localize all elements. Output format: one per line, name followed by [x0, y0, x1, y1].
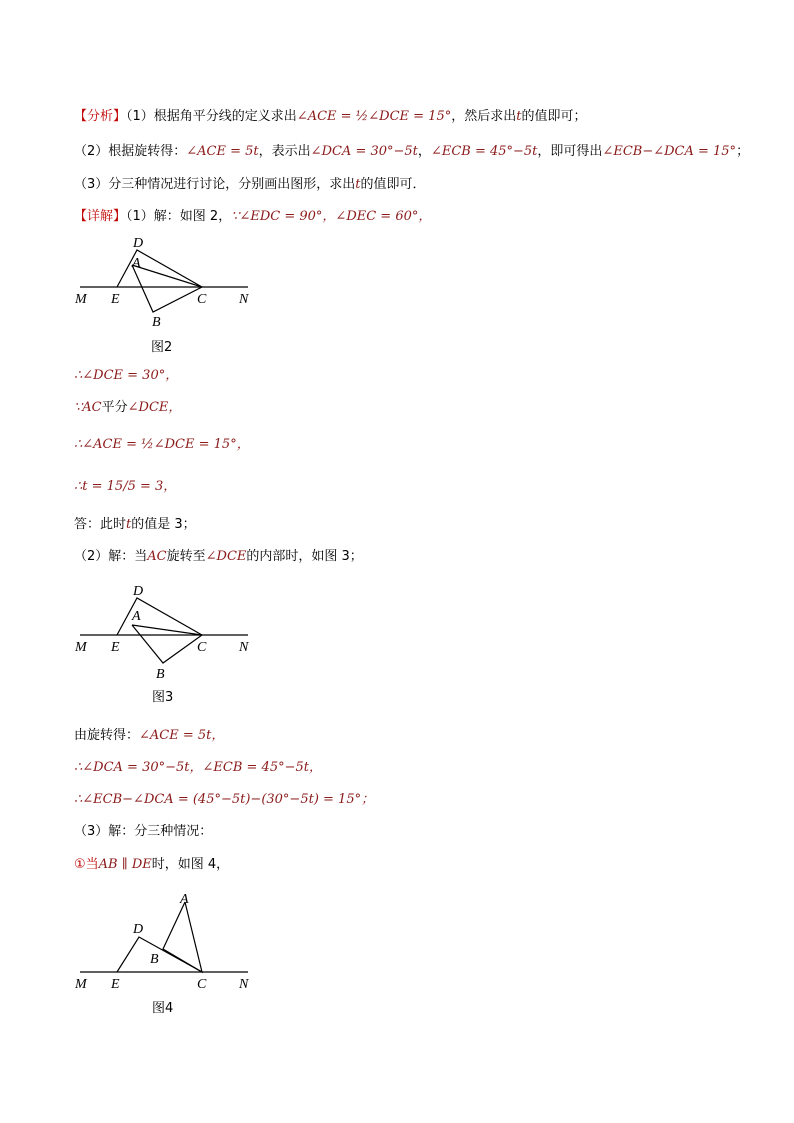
line-diff: [74, 791, 374, 809]
analysis-line-3: [74, 176, 426, 194]
line-ace: [74, 436, 250, 454]
label-e: E: [111, 292, 120, 307]
line-dca: [74, 759, 322, 777]
label-a: A: [180, 892, 189, 907]
triangle-acb: [132, 625, 202, 663]
label-e: E: [111, 977, 120, 992]
label-n: N: [239, 640, 249, 655]
text: （3）分三种情况进行讨论，分别画出图形，求出: [74, 177, 356, 192]
label-m: M: [75, 640, 87, 655]
text: （1）解：如图 2，: [126, 209, 232, 224]
label-m: M: [75, 292, 87, 307]
label-n: N: [239, 977, 249, 992]
label-d: D: [133, 584, 144, 599]
math: ∠DCE，: [127, 400, 182, 415]
text: 时，如图 4，: [151, 857, 230, 872]
triangle-acb: [132, 265, 202, 312]
detail-line-1: [74, 208, 431, 226]
math: ∴∠ECB−∠DCA = (45°−5t)−(30°−5t) = 15°；: [74, 792, 375, 807]
math: AC: [147, 549, 167, 564]
label-c: C: [197, 977, 207, 992]
line-t-value: [74, 478, 176, 496]
text: ，即可得出: [537, 144, 603, 159]
line-answer: [74, 516, 196, 534]
math: AB ∥ DE: [98, 857, 152, 872]
math: t: [126, 517, 132, 532]
label-n: N: [239, 292, 249, 307]
figure-2-caption: 图2: [151, 340, 173, 355]
line-dce: [74, 367, 178, 385]
label-c: C: [197, 640, 207, 655]
label-c: C: [197, 292, 207, 307]
math: ∵∠EDC = 90°，∠DEC = 60°，: [231, 209, 432, 224]
math: t: [516, 109, 522, 124]
math: ∴t = 15/5 = 3，: [74, 479, 177, 494]
figure-3-caption: 图3: [152, 690, 174, 705]
detail-tag: 【详解】: [74, 209, 127, 224]
figure-3: [70, 578, 270, 683]
math: ∠DCA = 30°−5t: [310, 144, 418, 159]
label-b: B: [152, 315, 161, 330]
label-b: B: [150, 952, 159, 967]
triangle-dec: [117, 250, 202, 287]
label-a: A: [132, 256, 141, 271]
line-part-3: [74, 823, 212, 841]
text: ，然后求出: [451, 109, 517, 124]
math: ∠ACE = 5t: [186, 144, 259, 159]
label-d: D: [133, 922, 144, 937]
text: （3）解：分三种情况：: [74, 824, 213, 839]
line-part-2: [74, 548, 363, 566]
text: 的值即可．: [360, 177, 426, 192]
text: （1）根据角平分线的定义求出: [126, 109, 297, 124]
line-rotation: [74, 727, 224, 745]
text: （2）解：当: [74, 549, 148, 564]
math: ∠ECB−∠DCA = 15°: [602, 144, 737, 159]
text: 的内部时，如图 3；: [246, 549, 363, 564]
math: ∠ECB = 45°−5t: [430, 144, 538, 159]
analysis-line-1: [74, 108, 587, 126]
math: ∴∠DCE = 30°，: [74, 368, 179, 383]
text: ，: [417, 144, 431, 159]
text: （2）根据旋转得：: [74, 144, 187, 159]
label-b: B: [156, 667, 165, 682]
text: ；: [736, 144, 750, 159]
line-case-1: [74, 856, 229, 874]
text: ，表示出: [258, 144, 311, 159]
math: ∴∠ACE = ½∠DCE = 15°，: [74, 437, 250, 452]
figure-4: [70, 885, 270, 995]
text: 平分: [101, 400, 128, 415]
analysis-line-2: [74, 143, 749, 161]
label-d: D: [133, 236, 144, 251]
text: ①当: [74, 857, 99, 872]
figure-2: [70, 230, 270, 335]
math: ∠DCE: [205, 549, 247, 564]
figure-4-caption: 图4: [152, 1001, 174, 1016]
text: 旋转至: [166, 549, 206, 564]
math: ∴∠DCA = 30°−5t，∠ECB = 45°−5t，: [74, 760, 322, 775]
text: 由旋转得：: [74, 728, 140, 743]
math: ∠ACE = 5t，: [139, 728, 225, 743]
math: ∵AC: [74, 400, 102, 415]
text: 的值即可；: [521, 109, 587, 124]
math: t: [355, 177, 361, 192]
triangle-dec: [117, 937, 202, 972]
math: ∠ACE = ½∠DCE = 15°: [296, 109, 452, 124]
label-a: A: [132, 609, 141, 624]
text: 答：此时: [74, 517, 127, 532]
line-ac-bisect: [74, 399, 181, 417]
label-e: E: [111, 640, 120, 655]
analysis-tag: 【分析】: [74, 109, 127, 124]
label-m: M: [75, 977, 87, 992]
text: 的值是 3；: [131, 517, 196, 532]
